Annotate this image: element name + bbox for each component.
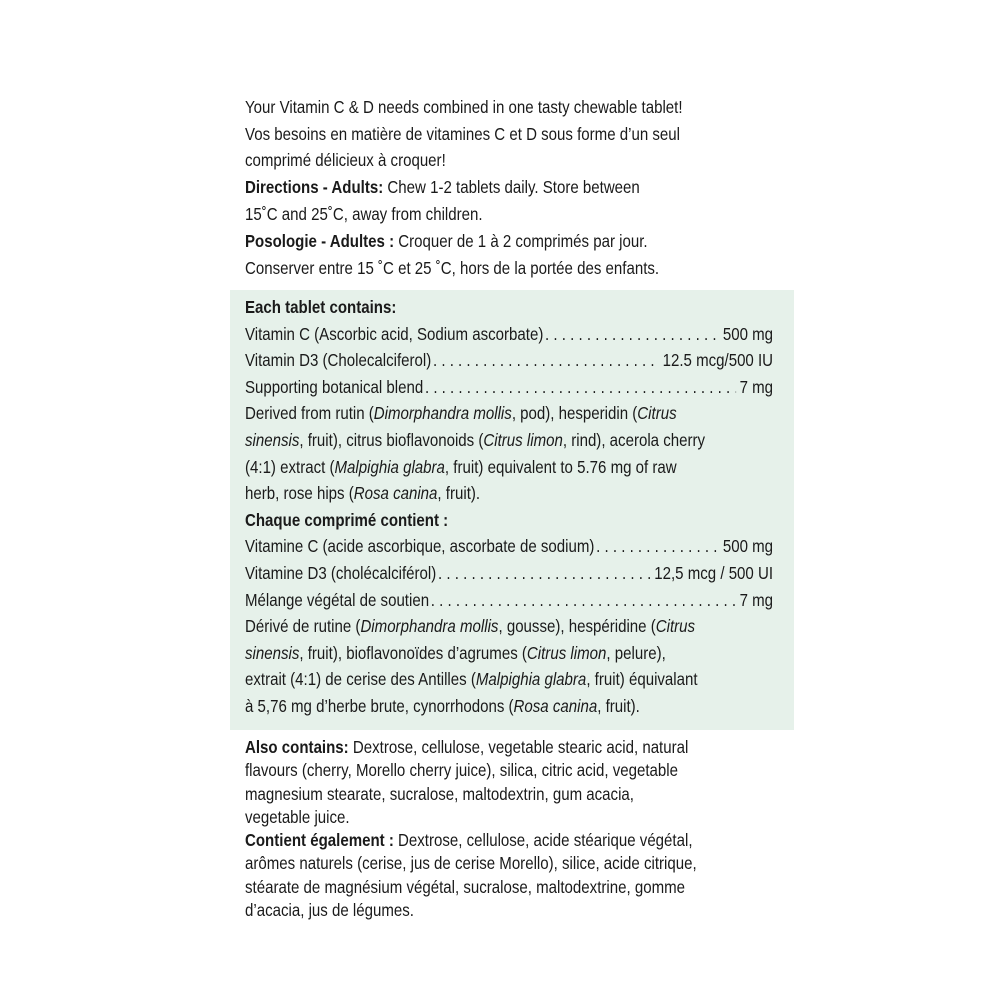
- intro-line-fr-1: Vos besoins en matière de vitamines C et D sous forme d’un seul: [245, 123, 680, 144]
- contents-heading-en-text: Each tablet contains:: [245, 297, 397, 317]
- contient-heading: Contient également :: [245, 830, 394, 851]
- botanical-desc-fr-line: [245, 640, 790, 667]
- ingredient-amount: 500 mg: [722, 323, 774, 344]
- directions-en: [245, 174, 714, 227]
- posologie-heading: Posologie - Adultes :: [245, 231, 395, 251]
- botanical-desc-en-line: [245, 454, 790, 481]
- dot-leader: [425, 374, 736, 401]
- botanical-desc-en-line: [245, 400, 790, 427]
- botanical-desc-fr-line: [245, 666, 790, 693]
- desc-latin-name: Citrus limon: [526, 642, 607, 663]
- also-contains-line: magnesium stearate, sucralose, maltodextrin, gum acacia,: [245, 783, 634, 804]
- desc-text: , pod), hesperidin (: [511, 403, 638, 424]
- ingredient-row: [245, 560, 773, 587]
- ingredient-amount: 12.5 mcg/500 IU: [662, 350, 774, 371]
- desc-text: herb, rose hips (: [245, 483, 354, 504]
- desc-text: , fruit), bioflavonoïdes d’agrumes (: [299, 642, 527, 663]
- posologie-text: Croquer de 1 à 2 comprimés par jour.: [394, 231, 648, 251]
- ingredient-name: Supporting botanical blend: [245, 376, 424, 397]
- desc-latin-name: Dimorphandra mollis: [360, 616, 499, 637]
- desc-text: à 5,76 mg d’herbe brute, cynorrhodons (: [245, 695, 514, 716]
- contient-text: Dextrose, cellulose, acide stéarique végétal,: [393, 830, 693, 851]
- also-contains-heading: Also contains:: [245, 737, 349, 757]
- ingredient-row: [245, 321, 773, 348]
- intro-text: [245, 94, 714, 174]
- botanical-desc-fr-line: [245, 693, 790, 720]
- desc-latin-name: sinensis: [245, 642, 300, 663]
- desc-latin-name: Citrus limon: [483, 429, 563, 450]
- desc-latin-name: Rosa canina: [513, 695, 598, 716]
- ingredient-row: [245, 533, 773, 560]
- desc-text: , fruit) équivalant: [586, 669, 698, 690]
- ingredient-row: [245, 587, 773, 614]
- desc-text: extrait (4:1) de cerise des Antilles (: [245, 669, 476, 690]
- desc-latin-name: Malpighia glabra: [475, 669, 587, 690]
- botanical-desc-en-line: [245, 427, 790, 454]
- other-ingredients: [245, 736, 714, 922]
- contents-heading-fr-text: Chaque comprimé contient :: [245, 509, 449, 530]
- desc-latin-name: Citrus: [637, 403, 677, 424]
- desc-text: Derived from rutin (: [245, 403, 374, 424]
- dot-leader: [431, 587, 736, 614]
- desc-text: Dérivé de rutine (: [245, 616, 361, 637]
- contient-line: d’acacia, jus de légumes.: [245, 900, 414, 921]
- directions-heading: Directions - Adults:: [245, 177, 384, 197]
- desc-latin-name: sinensis: [245, 429, 300, 450]
- also-contains-line: flavours (cherry, Morello cherry juice), silica, citric acid, vegetable: [245, 760, 678, 781]
- dot-leader: [433, 347, 659, 374]
- directions-fr: [245, 228, 714, 281]
- directions-line-1: [245, 174, 790, 201]
- desc-text: , rind), acerola cherry: [562, 429, 706, 450]
- intro-line-fr-2: comprimé délicieux à croquer!: [245, 150, 446, 171]
- contient-line: stéarate de magnésium végétal, sucralose, maltodextrine, gomme: [245, 876, 686, 897]
- ingredient-row: [245, 374, 773, 401]
- ingredient-amount: 12,5 mcg / 500 UI: [654, 562, 774, 583]
- desc-text: , fruit), citrus bioflavonoids (: [299, 429, 484, 450]
- contient-line: [245, 829, 790, 852]
- ingredient-name: Vitamin D3 (Cholecalciferol): [245, 350, 432, 371]
- desc-text: , fruit) equivalent to 5.76 mg of raw: [444, 456, 677, 477]
- intro-line-en: Your Vitamin C & D needs combined in one tasty chewable tablet!: [245, 97, 683, 117]
- desc-text: (4:1) extract (: [245, 456, 335, 477]
- ingredients-panel: [245, 294, 774, 720]
- contents-heading-fr: [245, 507, 790, 534]
- ingredient-name: Vitamin C (Ascorbic acid, Sodium ascorbate): [245, 323, 544, 344]
- desc-text: , gousse), hespéridine (: [498, 616, 656, 637]
- desc-text: , fruit).: [597, 695, 640, 716]
- directions-line-2: 15˚C and 25˚C, away from children.: [245, 203, 483, 224]
- also-contains-line: [245, 736, 790, 759]
- posologie-line-1: [245, 228, 790, 255]
- also-contains-line: vegetable juice.: [245, 806, 350, 827]
- desc-latin-name: Rosa canina: [353, 483, 438, 504]
- ingredient-amount: 7 mg: [739, 376, 774, 397]
- ingredient-name: Vitamine D3 (cholécalciférol): [245, 562, 437, 583]
- ingredient-name: Mélange végétal de soutien: [245, 589, 430, 610]
- directions-text: Chew 1-2 tablets daily. Store between: [383, 177, 640, 197]
- dot-leader: [596, 533, 719, 560]
- desc-text: , fruit).: [437, 483, 481, 504]
- desc-latin-name: Dimorphandra mollis: [373, 403, 512, 424]
- ingredient-amount: 500 mg: [722, 536, 774, 557]
- desc-latin-name: Malpighia glabra: [334, 456, 445, 477]
- dot-leader: [438, 560, 651, 587]
- also-contains-text: Dextrose, cellulose, vegetable stearic acid, natural: [348, 737, 689, 757]
- botanical-desc-fr-line: [245, 613, 790, 640]
- contents-heading-en: [245, 294, 790, 321]
- dot-leader: [545, 321, 719, 348]
- contient-line: arômes naturels (cerise, jus de cerise Morello), silice, acide citrique,: [245, 853, 697, 874]
- botanical-desc-en-line: [245, 480, 790, 507]
- ingredient-amount: 7 mg: [739, 589, 774, 610]
- desc-text: , pelure),: [606, 642, 666, 663]
- posologie-line-2: Conserver entre 15 ˚C et 25 ˚C, hors de la portée des enfants.: [245, 257, 660, 278]
- desc-latin-name: Citrus: [655, 616, 696, 637]
- ingredient-name: Vitamine C (acide ascorbique, ascorbate de sodium): [245, 536, 595, 557]
- ingredient-row: [245, 347, 773, 374]
